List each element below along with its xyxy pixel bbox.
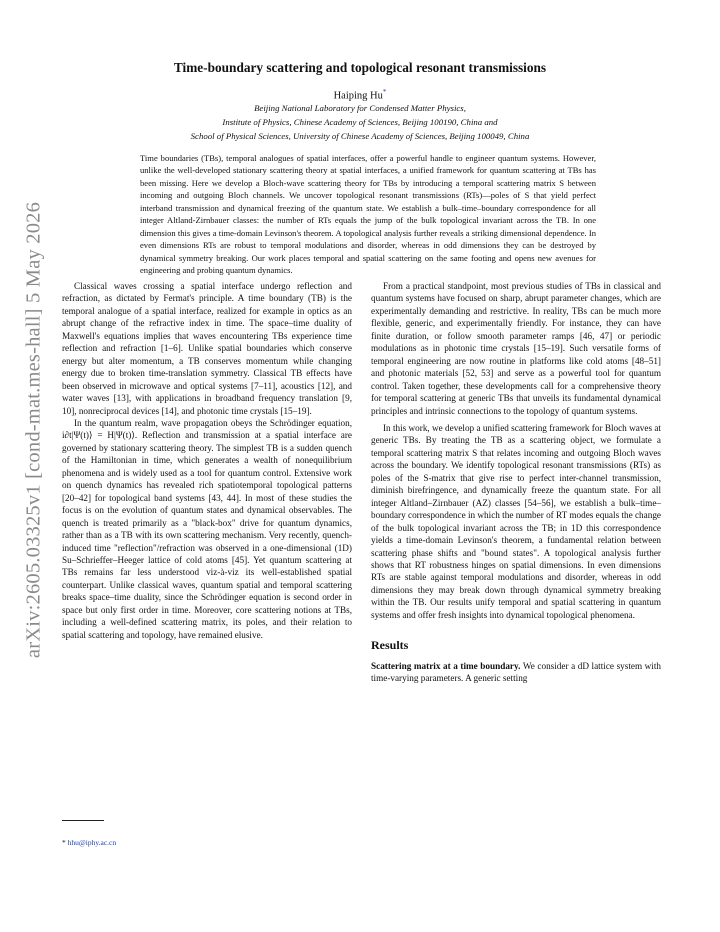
- paper-title: Time-boundary scattering and topological resonant transmissions: [173, 60, 547, 75]
- affiliation-block: [0, 101, 720, 143]
- results-subheading: Scattering matrix at a time boundary.: [371, 660, 521, 671]
- footnote: [62, 838, 116, 847]
- intro-paragraph-3: From a practical standpoint, most previous studies of TBs in classical and quantum systems have focused on sharp, abrupt parameter changes, which are experimentally demanding and restrictive. In reality, TBs can be much more flexible, generic, and experimentally friendly. For instance, they can have finite duration, or follow smooth parameter ramps [46, 47] or periodic modulations as in photonic time crystals [15–19]. Such versatile forms of temporal engineering are now routine in platforms like cold atoms [48–51] and photonic materials [52, 53] and serve as a powerful tool for quantum control. Taken together, these developments call for a comprehensive theory for temporal scattering at generic TBs that unveils its fundamental dynamical principles and intrinsic connections to the topology of quantum systems.: [371, 281, 661, 416]
- affiliation-line-1: Beijing National Laboratory for Condensed Matter Physics,: [254, 103, 466, 113]
- affiliation-line-3: School of Physical Sciences, University of Chinese Academy of Sciences, Beijing 100049, China: [190, 131, 530, 141]
- footnote-mark: *: [62, 838, 66, 847]
- arxiv-identifier-text: arXiv:2605.03325v1 [cond-mat.mes-hall] 5 May 2026: [22, 201, 45, 659]
- results-paragraph-text: We consider a dD lattice system with time-varying parameters. A generic setting: [371, 660, 662, 684]
- author-line: [0, 88, 720, 102]
- author-footnote-mark[interactable]: *: [382, 88, 387, 96]
- section-heading-results: Results: [371, 638, 409, 653]
- affiliation-line-2: Institute of Physics, Chinese Academy of Sciences, Beijing 100190, China and: [222, 117, 498, 127]
- intro-paragraph-4: In this work, we develop a unified scattering framework for Bloch waves at generic TBs. By treating the TB as a scattering object, we formulate a temporal scattering matrix S that relates incoming and outgoing Bloch waves across the boundary. We identify topological resonant transmissions (RTs) as poles of the S-matrix that give rise to perfect inter-channel transmission, diminish birefringence, and dynamically freeze the quantum state. For all integer Altland–Zirnbauer (AZ) classes [54–56], we establish a bulk–time–boundary correspondence in which the number of RT modes equals the change of the bulk topological invariant across the TB; in 1D this correspondence yields a time-domain Levinson's theorem, a fundamental relation between scattering phase shifts and "bound states". A topological analysis further shows that RT robustness hinges on spatial dimensions. In even dimensions RTs are stable against temporal modulations and disorder, whereas in odd dimensions they may break down through dynamical symmetry breaking within the TB. Our results unify temporal and spatial scattering in quantum systems and offer fresh insights into dynamical topological phenomena.: [371, 422, 661, 620]
- arxiv-identifier-sidebar: [14, 201, 54, 659]
- intro-paragraph-1: Classical waves crossing a spatial interface undergo reflection and refraction, as dictated by Fermat's principle. A time boundary (TB) is the temporal analogue of a spatial interface, realized for example in optics as an abrupt change of the refractive index in time. The space–time duality of Maxwell's equations implies that waves encountering TBs experience time reflection and refraction [1–6]. Unlike spatial boundaries which conserve energy but alter momentum, a TB conserves momentum while changing energy due to broken time-translation symmetry. Classical TB effects have been observed in microwave and optical systems [7–11], acoustics [12], and water waves [13], with applications in broadband frequency translation [9, 10], nonreciprocal devices [14], and photonic time crystals [15–19].: [62, 281, 352, 416]
- intro-paragraph-2: In the quantum realm, wave propagation obeys the Schrödinger equation, i∂t|Ψ(t)⟩ = H|Ψ(t)⟩. Reflection and transmission at a spatial interface are governed by stationary scattering theory. The simplest TB is a sudden quench of the Hamiltonian in time, which generates a wealth of nonequilibrium phenomena and is widely used as a tool for quantum control. Extensive work on quench dynamics has revealed rich spatiotemporal topological patterns [20–42] for topological band systems [43, 44]. In most of these studies the focus is on the evolution of quantum states and dynamical observables. The quench is treated primarily as a "black-box" drive for quantum dynamics, rather than as a TB with its own scattering mechanism. Very recently, quench-induced time "reflection"/refraction was observed in a one-dimensional (1D) Su–Schrieffer–Heeger lattice of cold atoms [45]. Yet quantum scattering at TBs remains far less understood viz-à-viz its well-established spatial counterpart. Unlike classical waves, quantum spatial and temporal scattering breaks space–time duality, since the Schrödinger equation is second order in space but only first order in time. Moreover, core scattering notions at TBs, including a well-defined scattering matrix, its poles, and their relation to spatial scattering and topology, have remained elusive.: [62, 417, 352, 640]
- results-paragraph-1: [371, 660, 661, 685]
- footnote-email-link[interactable]: hhu@iphy.ac.cn: [67, 838, 117, 847]
- author-name: Haiping Hu: [333, 90, 383, 102]
- left-column: [62, 280, 352, 641]
- right-column: [371, 280, 661, 685]
- footnote-rule: [62, 820, 104, 821]
- abstract: Time boundaries (TBs), temporal analogues of spatial interfaces, offer a powerful handle to engineer quantum systems. However, unlike the well-developed stationary scattering theory at spatial interfaces, a unified framework for quantum scattering at TBs has been missing. Here we develop a Bloch-wave scattering theory for TBs by introducing a temporal scattering matrix S between incoming and outgoing Bloch channels. We uncover topological resonant transmissions (RTs)—poles of S that yield perfect interband transmission and dynamical freezing of the quantum state. We establish a bulk–time–boundary correspondence for all integer Altland-Zirnbauer classes: the number of RTs equals the jump of the bulk topological invariant across the TB. In one dimension this gives a time-domain Levinson's theorem. A topological analysis further reveals a striking dimensional dependence. In even dimensions RTs are robust to temporal modulations and disorder, whereas in odd dimensions they can be destroyed by dynamical symmetry breaking. Our work places temporal and spatial scattering on the same footing and opens new avenues for engineering and probing quantum dynamics.: [140, 153, 596, 276]
